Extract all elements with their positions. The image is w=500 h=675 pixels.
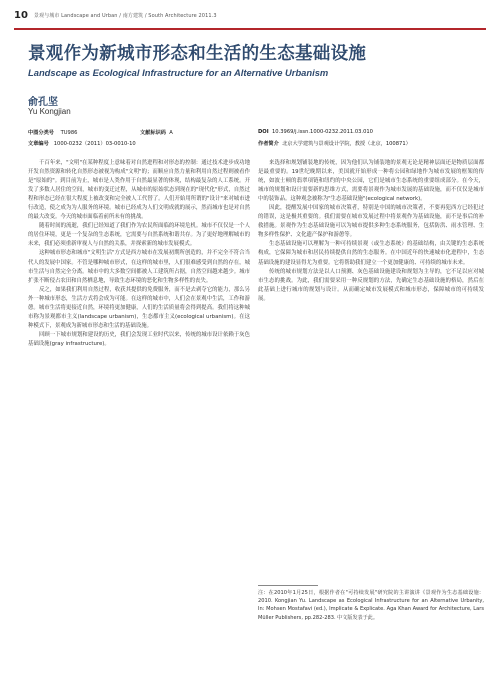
clc-label: 中图分类号 <box>28 130 54 136</box>
affiliation-label: 作者简介 <box>258 141 279 147</box>
paragraph: 回顾一下城市规划和建设的历史，我们会发现工业时代以来，传统的城市设计依赖于灰色基础设施(gray infrastructure)。 <box>28 331 250 347</box>
doi-value: 10.3969/j.issn.1000-0232.2011.03.010 <box>271 129 373 135</box>
footnote-rule <box>258 585 318 586</box>
paragraph: 反之，如果我们利用自然过程，收获其提供的免费服务，而不是去剥夺它的能力，那么另外一种城市形态，生活方式将会成为可能。在这样的城市中，人们会在景观中生活，工作和游憩。城市生活将更接近自然，环境将更加健康，人们的生活质量将会得到提高。我们将这种城市称为景观都市主义(landscape urbanism)，生态都市主义(ecological urbanism)。在这种模式下，景观成为新城市形态和生活的基础设施。 <box>28 286 250 329</box>
doi-label: DOI <box>258 129 269 135</box>
paragraph: 生态基础设施可以理解为一种可持续景观（或生态系统）的基础结构，由关键的生态系统构成，它保障为城市和居民持续提供自然的生态服务。在中国近年的快速城市化进程中，生态基础设施的建设显得尤为重要。它将帮助我们建立一个更加健康的、可持续的城市未来。 <box>258 241 484 266</box>
doc-code-value: A <box>169 130 173 136</box>
header-rule <box>14 28 486 30</box>
footnote: 注：在2010年1月25日，根据作者在"可持续发展"研究院的主讲演讲《景观作为生态基础设施：2010. Kongjian Yu. Landscape as Ecological Infrastructure for an Alternative Urbanity, In: Mohsen Mostafavi (ed.), Implicate & Explicate. Aga Khan Award for Architecture, Lars Müller Publishers, pp.282-283. 中文版发表于此。 <box>258 590 484 621</box>
doi-line <box>258 129 373 135</box>
affiliation-value: 北京大学建筑与景观设计学院，教授（北京，100871） <box>282 141 411 147</box>
author-name-cn: 俞孔坚 <box>28 97 58 108</box>
paragraph: 这种城市形态和城市"文明生活"方式是西方城市在发展初期所创造的，并不完全不符合当代人的发展中国家。不管是哪种城市形式，在这样的城市里，人们很难感受到自然的存在，城市生活与自然完全分离。城市中的大多数空间都被人工建筑所占据，自然空间越来越少。城市扩张不断侵占农田和自然栖息地，导致生态环境的恶化和生物多样性的丧失。 <box>28 250 250 284</box>
paragraph: 随着时间的流逝，我们已经知道了我们作为农民所面临的环境危机。城市不仅仅是一个人的居住环境，更是一个复杂的生态系统，它需要与自然系统和谐共存。为了更好地理解城市的未来，我们必须重新审视人与自然的关系，并探索新的城市发展模式。 <box>28 223 250 248</box>
running-header <box>14 9 217 21</box>
paragraph: 传统的城市规划方法是以人口预测、灰色基础设施建设和规划为主导的，它不足以应对城市生态的挑战。为此，我们需要采用一种反规划的方法，先确定生态基础设施的格局，然后在此基础上进行城市的规划与设计。从而确定城市发展模式和城市形态，保障城市的可持续发展。 <box>258 268 484 302</box>
clc-value: TU986 <box>60 130 78 136</box>
author-name-en: Yu Kongjian <box>28 107 71 116</box>
article-title-en: Landscape as Ecological Infrastructure for an Alternative Urbanism <box>28 67 329 78</box>
affiliation-line <box>258 140 411 147</box>
paragraph: 来选择和规划铺装地的传统，因为他们认为铺装地的景观无论是精神层面还是物质层面都是最重要的。19世纪晚期以来，美国就开始形成一种将公园和绿地作为城市发展的框架的传统，如波士顿的翡翠项链和纽约的中央公园，它们是城市生态系统的重要组成部分。在今天，城市的规划和设计需要新的思维方式，需要将景观作为城市发展的基础设施，而不仅仅是城市中的装饰品。这种观念被称为"生态基础设施"(ecological network)。 <box>258 160 484 203</box>
article-no-line <box>28 140 136 147</box>
clc-line <box>28 129 77 136</box>
doc-code-label: 文献标识码 <box>140 130 166 136</box>
article-no-label: 文章编号 <box>28 141 49 147</box>
body-column-left <box>28 159 250 349</box>
journal-title: 景观与城市 Landscape and Urban / 南方建筑 / South Architecture 2011.3 <box>33 12 217 19</box>
body-column-right <box>258 159 484 304</box>
doc-code-line <box>140 129 173 136</box>
article-title-cn: 景观作为新城市形态和生活的生态基础设施 <box>28 44 367 64</box>
article-no-value: 1000-0232（2011）03-0010-10 <box>53 141 136 147</box>
paragraph: 千百年来，"文明"在某种程度上意味着对自然进程和对形态的控制：通过技术进步成功地开发自然资源和转化自然形态被视为构成"文明"的；而顺应自然力量和利用自然过程则被看作是"原始的"。到目前为止，城市是人类作用于自然最显著的体现，结构最复杂的人工系统。开发了多数人居住的空间，城市的变迁过程，从城市的原始状态到现在的"现代化"形式，自然过程和形态已经在很大程度上被改变和完全被人工代替了。人们开始用所谓的"设计"来对城市进行改造，使之成为为人服务的环境。城市已经成为人们文明成就的展示，然而城市也是对自然的最大改变。今天的城市面临着前所未有的挑战。 <box>28 160 250 221</box>
page-number: 10 <box>14 9 28 21</box>
paragraph: 因此，提醒发展中国家的城市决策者，特别是中国的城市决策者，不要再犯西方已经犯过的错误，这是极其重要的。我们需要在城市发展过程中将景观作为基础设施，而不是事后的补救措施。景观作为生态基础设施可以为城市提供多种生态系统服务，包括防洪、雨水管理、生物多样性保护、文化遗产保护和游憩等。 <box>258 205 484 239</box>
